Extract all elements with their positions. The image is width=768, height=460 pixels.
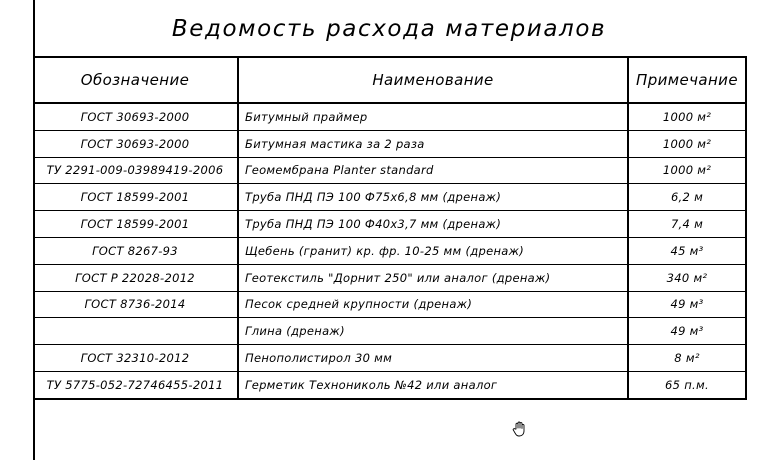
cell-designation: ГОСТ 32310-2012: [33, 345, 238, 372]
cell-designation: ГОСТ 30693-2000: [33, 103, 238, 130]
cell-name: Геомембрана Planter standard: [238, 157, 628, 184]
header-designation: Обозначение: [33, 57, 238, 103]
hand-pan-icon: [512, 421, 526, 437]
cell-note: 6,2 м: [628, 184, 746, 211]
cell-note: 1000 м²: [628, 103, 746, 130]
cell-name: Герметик Технониколь №42 или аналог: [238, 371, 628, 398]
cell-designation: ГОСТ 18599-2001: [33, 211, 238, 238]
cell-designation: ТУ 2291-009-03989419-2006: [33, 157, 238, 184]
cell-designation: ГОСТ 18599-2001: [33, 184, 238, 211]
cell-designation: ГОСТ 8736-2014: [33, 291, 238, 318]
table-row: [33, 291, 746, 318]
table-row: [33, 318, 746, 345]
cell-designation: ГОСТ 30693-2000: [33, 130, 238, 157]
cell-name: Щебень (гранит) кр. фр. 10-25 мм (дренаж): [238, 237, 628, 264]
cell-note: 49 м³: [628, 291, 746, 318]
cell-name: Песок средней крупности (дренаж): [238, 291, 628, 318]
cell-name: Битумная мастика за 2 раза: [238, 130, 628, 157]
table-row: [33, 211, 746, 238]
table-header-row: [33, 57, 746, 103]
header-name: Наименование: [238, 57, 628, 103]
materials-table: [33, 56, 747, 400]
cell-designation: ГОСТ 8267-93: [33, 237, 238, 264]
cell-name: Битумный праймер: [238, 103, 628, 130]
cell-name: Труба ПНД ПЭ 100 Ф40х3,7 мм (дренаж): [238, 211, 628, 238]
cell-note: 8 м²: [628, 345, 746, 372]
header-note: Примечание: [628, 57, 746, 103]
document-title: Ведомость расхода материалов: [171, 16, 607, 42]
cell-note: 7,4 м: [628, 211, 746, 238]
table-row: [33, 264, 746, 291]
table-row: [33, 184, 746, 211]
table-row: [33, 103, 746, 130]
cell-note: 65 п.м.: [628, 371, 746, 398]
cell-note: 1000 м²: [628, 130, 746, 157]
cell-note: 49 м³: [628, 318, 746, 345]
table-row: [33, 345, 746, 372]
table-row: [33, 371, 746, 398]
cell-designation: ГОСТ Р 22028-2012: [33, 264, 238, 291]
cell-note: 1000 м²: [628, 157, 746, 184]
cell-name: Глина (дренаж): [238, 318, 628, 345]
cell-designation: [33, 318, 238, 345]
cell-name: Труба ПНД ПЭ 100 Ф75х6,8 мм (дренаж): [238, 184, 628, 211]
cell-name: Геотекстиль "Дорнит 250" или аналог (дренаж): [238, 264, 628, 291]
table-row: [33, 130, 746, 157]
table-row: [33, 237, 746, 264]
cell-name: Пенополистирол 30 мм: [238, 345, 628, 372]
table-row: [33, 157, 746, 184]
cell-note: 45 м³: [628, 237, 746, 264]
cell-designation: ТУ 5775-052-72746455-2011: [33, 371, 238, 398]
cell-note: 340 м²: [628, 264, 746, 291]
